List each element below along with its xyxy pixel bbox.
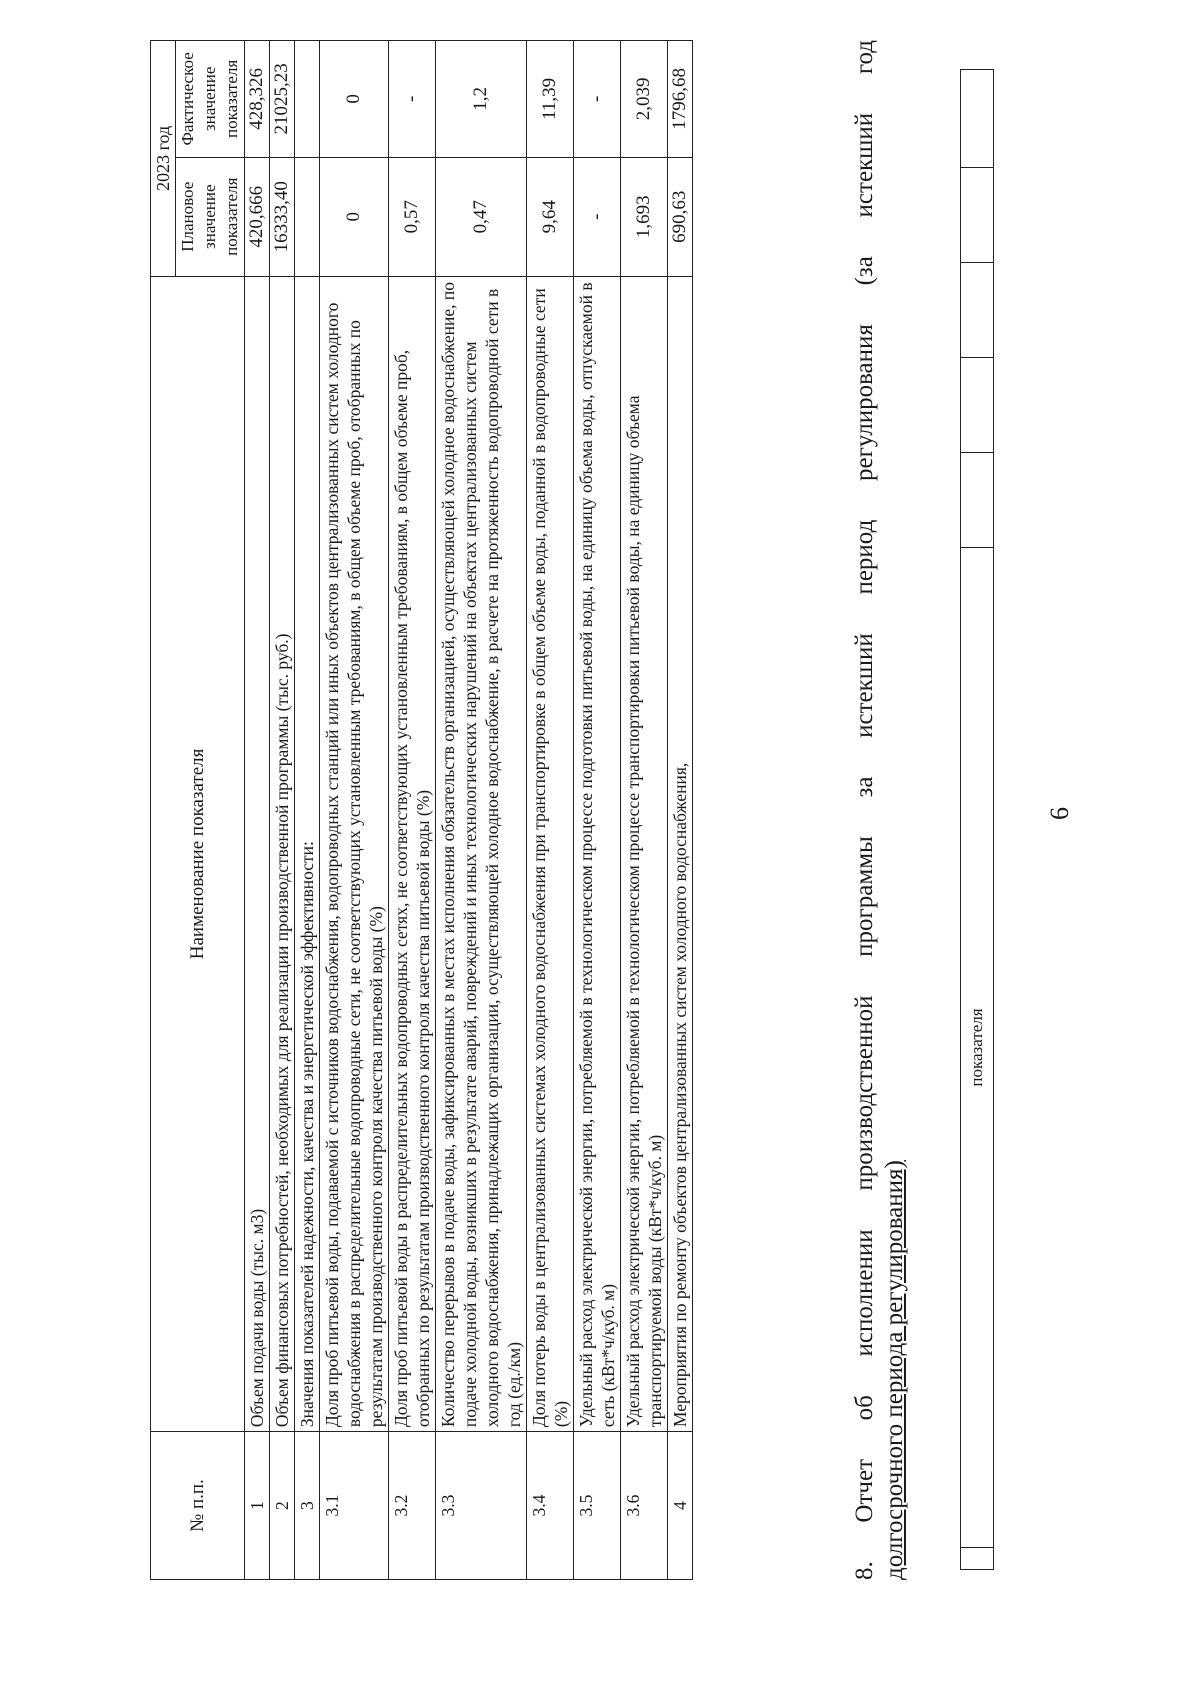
header-period: 2023 год xyxy=(151,41,176,277)
row-fact: 428,326 xyxy=(245,41,270,158)
row-plan: 9,64 xyxy=(527,157,574,276)
strip-cell xyxy=(961,358,994,453)
row-plan: 0,57 xyxy=(389,157,436,276)
table-row xyxy=(436,41,527,1580)
table-row xyxy=(295,41,320,1580)
row-num: 3.2 xyxy=(389,1432,436,1580)
row-num: 3.1 xyxy=(320,1432,389,1580)
row-num: 1 xyxy=(245,1432,270,1580)
section-heading xyxy=(850,40,910,1580)
row-name: Удельный расход электрической энергии, потребляемой в технологическом процессе подготовки питьевой воды, на единицу объема воды, отпускаемой в сеть (кВт*ч/куб. м) xyxy=(574,276,621,1431)
table-row xyxy=(668,41,693,1580)
header-row-1 xyxy=(151,41,176,1580)
row-plan: 420,666 xyxy=(245,157,270,276)
production-program-report-table xyxy=(150,40,693,1580)
heading-line-2: долгосрочного периода регулирования) xyxy=(881,1160,908,1580)
row-name: Объем подачи воды (тыс. м3) xyxy=(245,276,270,1431)
row-fact: 1796,68 xyxy=(668,41,693,158)
table-row xyxy=(389,41,436,1580)
row-num: 3.6 xyxy=(621,1432,668,1580)
row-num: 4 xyxy=(668,1432,693,1580)
strip-cell xyxy=(961,1548,994,1570)
table-row xyxy=(320,41,389,1580)
row-fact: 2,039 xyxy=(621,41,668,158)
row-fact: 11,39 xyxy=(527,41,574,158)
row-plan xyxy=(295,157,320,276)
table-row xyxy=(527,41,574,1580)
row-fact: 21025,23 xyxy=(270,41,295,158)
row-name: Объем финансовых потребностей, необходимых для реализации производственной программы (тыс. руб.) xyxy=(270,276,295,1431)
row-name: Мероприятия по ремонту объектов централизованных систем холодного водоснабжения, xyxy=(668,276,693,1431)
table-row xyxy=(621,41,668,1580)
row-plan: 1,693 xyxy=(621,157,668,276)
header-fact: Фактическое значение показателя xyxy=(176,41,245,158)
header-num: № п.п. xyxy=(151,1432,245,1580)
strip-cell: показателя xyxy=(961,548,994,1548)
row-num: 3.4 xyxy=(527,1432,574,1580)
table-row xyxy=(245,41,270,1580)
row-plan: 0,47 xyxy=(436,157,527,276)
strip-cell xyxy=(961,453,994,548)
strip-cell xyxy=(961,263,994,358)
row-num: 3.5 xyxy=(574,1432,621,1580)
row-fact: 1,2 xyxy=(436,41,527,158)
row-name: Доля проб питьевой воды в распределительных водопроводных сетях, не соответствующих установленным требованиям, в общем объеме проб, отобранных по результатам производственного контроля качества питьевой воды (%) xyxy=(389,276,436,1431)
rotated-document-page xyxy=(150,20,1150,1590)
strip-cell xyxy=(961,70,994,168)
row-name: Значения показателей надежности, качества и энергетической эффективности: xyxy=(295,276,320,1431)
row-num: 2 xyxy=(270,1432,295,1580)
header-name: Наименование показателя xyxy=(151,276,245,1431)
row-num: 3 xyxy=(295,1432,320,1580)
row-name: Доля проб питьевой воды, подаваемой с источников водоснабжения, водопроводных станций или иных объектов централизованных систем холодного водоснабжения в распределительные водопроводные сети, не соответствующих установленным требованиям, в общем объеме проб, отобранных по результатам производственного контроля качества питьевой воды (%) xyxy=(320,276,389,1431)
row-fact: 0 xyxy=(320,41,389,158)
page-number: 6 xyxy=(1045,807,1074,820)
strip-cell xyxy=(961,168,994,263)
row-name: Доля потерь воды в централизованных системах холодного водоснабжения при транспортировке в общем объеме воды, поданной в водопроводные сети (%) xyxy=(527,276,574,1431)
header-plan: Плановое значение показателя xyxy=(176,157,245,276)
table-row xyxy=(574,41,621,1580)
heading-line-1: 8. Отчет об исполнении производственной программы за истекший период регулирования (за истекший год xyxy=(851,40,878,1580)
row-fact: - xyxy=(574,41,621,158)
row-plan: 16333,40 xyxy=(270,157,295,276)
row-plan: - xyxy=(574,157,621,276)
row-plan: 690,63 xyxy=(668,157,693,276)
row-plan: 0 xyxy=(320,157,389,276)
row-name: Количество перерывов в подаче воды, зафиксированных в местах исполнения обязательств организацией, осуществляющей холодное водоснабжение, по подаче холодной воды, возникших в результате аварий, повреждений и иных технологических нарушений на объектах централизованных систем холодного водоснабжения, принадлежащих организации, осуществляющей холодное водоснабжение, в расчете на протяженность водопроводной сети в год (ед./км) xyxy=(436,276,527,1431)
row-fact xyxy=(295,41,320,158)
table-row xyxy=(270,41,295,1580)
row-num: 3.3 xyxy=(436,1432,527,1580)
row-fact: - xyxy=(389,41,436,158)
row-name: Удельный расход электрической энергии, потребляемой в технологическом процессе транспортировки питьевой воды, на единицу объема транспортируемой воды (кВт*ч/куб. м) xyxy=(621,276,668,1431)
previous-table-remnant xyxy=(960,69,994,1570)
